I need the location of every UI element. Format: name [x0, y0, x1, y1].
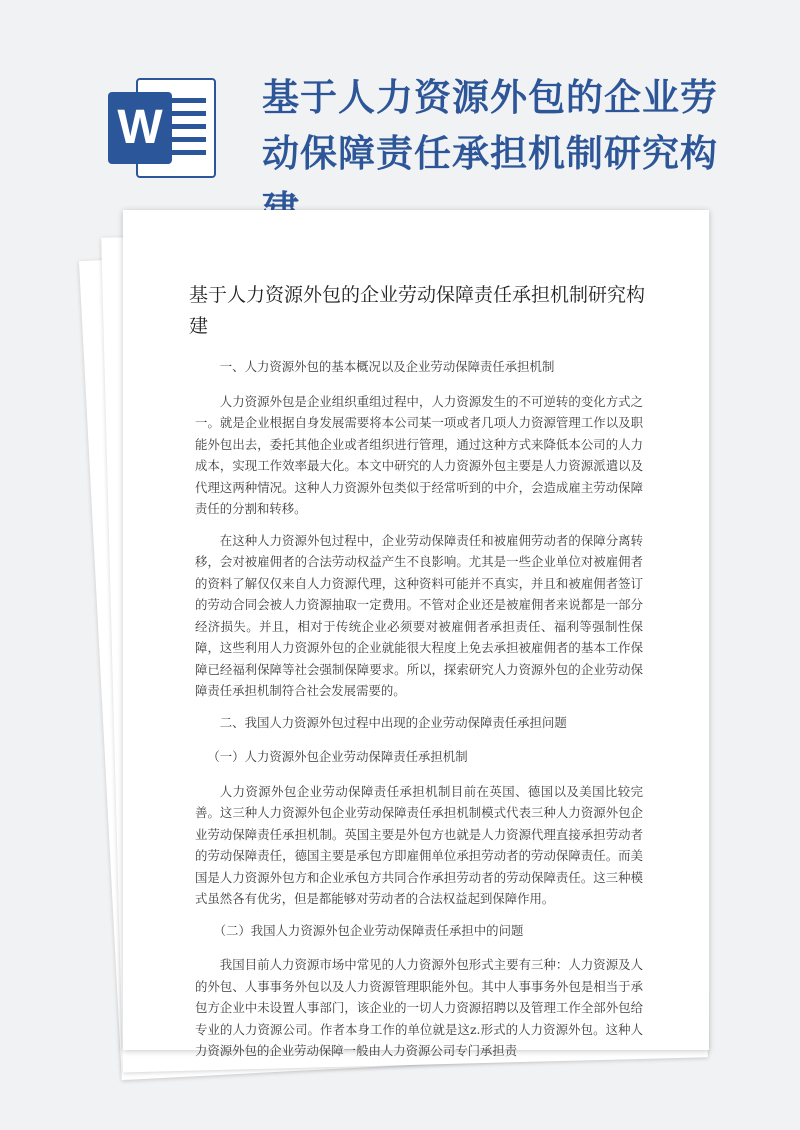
banner — [0, 0, 800, 200]
document-page — [123, 210, 709, 1058]
document-title: 基于人力资源外包的企业劳动保障责任承担机制研究构建 — [189, 284, 646, 337]
paragraph: 我国目前人力资源市场中常见的人力资源外包形式主要有三种：人力资源及人的外包、人事事务外包以及人力资源管理职能外包。其中人事事务外包是相当于承包方企业中未设置人事部门，该企业的一切人力资源招聘以及管理工作全部外包给专业的人力资源公司。作者本身工作的单位就是这z.形式的人力资源外包。这种人力资源外包的企业劳动保障一般由人力资源公司专门承担责 — [195, 957, 643, 1058]
banner-title: 基于人力资源外包的企业劳动保障责任承担机制研究构 — [262, 76, 718, 175]
section-heading: 二、我国人力资源外包过程中出现的企业劳动保障责任承担问题 — [219, 714, 567, 730]
paragraph: 人力资源外包是企业组织重组过程中，人力资源发生的不可逆转的变化方式之一。就是企业根据自身发展需要将本公司某一项或者几项人力资源管理工作以及职能外包出去，委托其他企业或者组织进行管理，通过这种方式来降低本公司的人力成本，实现工作效率最大化。本文中研究的人力资源外包主要是人力资源派遣以及代理这两种情况。这种人力资源外包类似于经常听到的中介，会造成雇主劳动保障责任的分割和转移。 — [195, 393, 643, 516]
section-heading: 一、人力资源外包的基本概况以及企业劳动保障责任承担机制 — [219, 359, 555, 374]
document-body — [195, 356, 643, 1072]
word-letter-badge: W — [108, 92, 172, 164]
subsection-heading: （一）人力资源外包企业劳动保障责任承担机制 — [207, 749, 468, 764]
paragraph: 在这种人力资源外包过程中，企业劳动保障责任和被雇佣劳动者的保障分离转移，会对被雇佣者的合法劳动权益产生不良影响。尤其是一些企业单位对被雇佣者的资料了解仅仅来自人力资源代理，这种资料可能并不真实，并且和被雇佣者签订的劳动合同会被人力资源抽取一定费用。不管对企业还是被雇佣者来说都是一部分经济损失。并且，相对于传统企业必须要对被雇佣者承担责任、福利等强制性保障，这些利用人力资源外包的企业就能很大程度上免去承担被雇佣者的基本工作保障已经福利保障等社会强制保障要求。所以，探索研究人力资源外包的企业劳动保障责任承担机制符合社会发展需要的。 — [195, 532, 643, 698]
word-document-icon — [108, 72, 220, 184]
paragraph: 人力资源外包企业劳动保障责任承担机制目前在英国、德国以及美国比较完善。这三种人力资源外包企业劳动保障责任承担机制模式代表三种人力资源外包企业劳动保障责任承担机制。英国主要是外包方也就是人力资源代理直接承担劳动者的劳动保障责任，德国主要是承包方即雇佣单位承担劳动者的劳动保障责任。而美国是人力资源外包方和企业承包方共同合作承担劳动者的劳动保障责任。这三种模式虽然各有优劣，但是都能够对劳动者的合法权益起到保障作用。 — [195, 783, 643, 906]
subsection-heading: （二）我国人力资源外包企业劳动保障责任承担中的问题 — [213, 922, 524, 938]
